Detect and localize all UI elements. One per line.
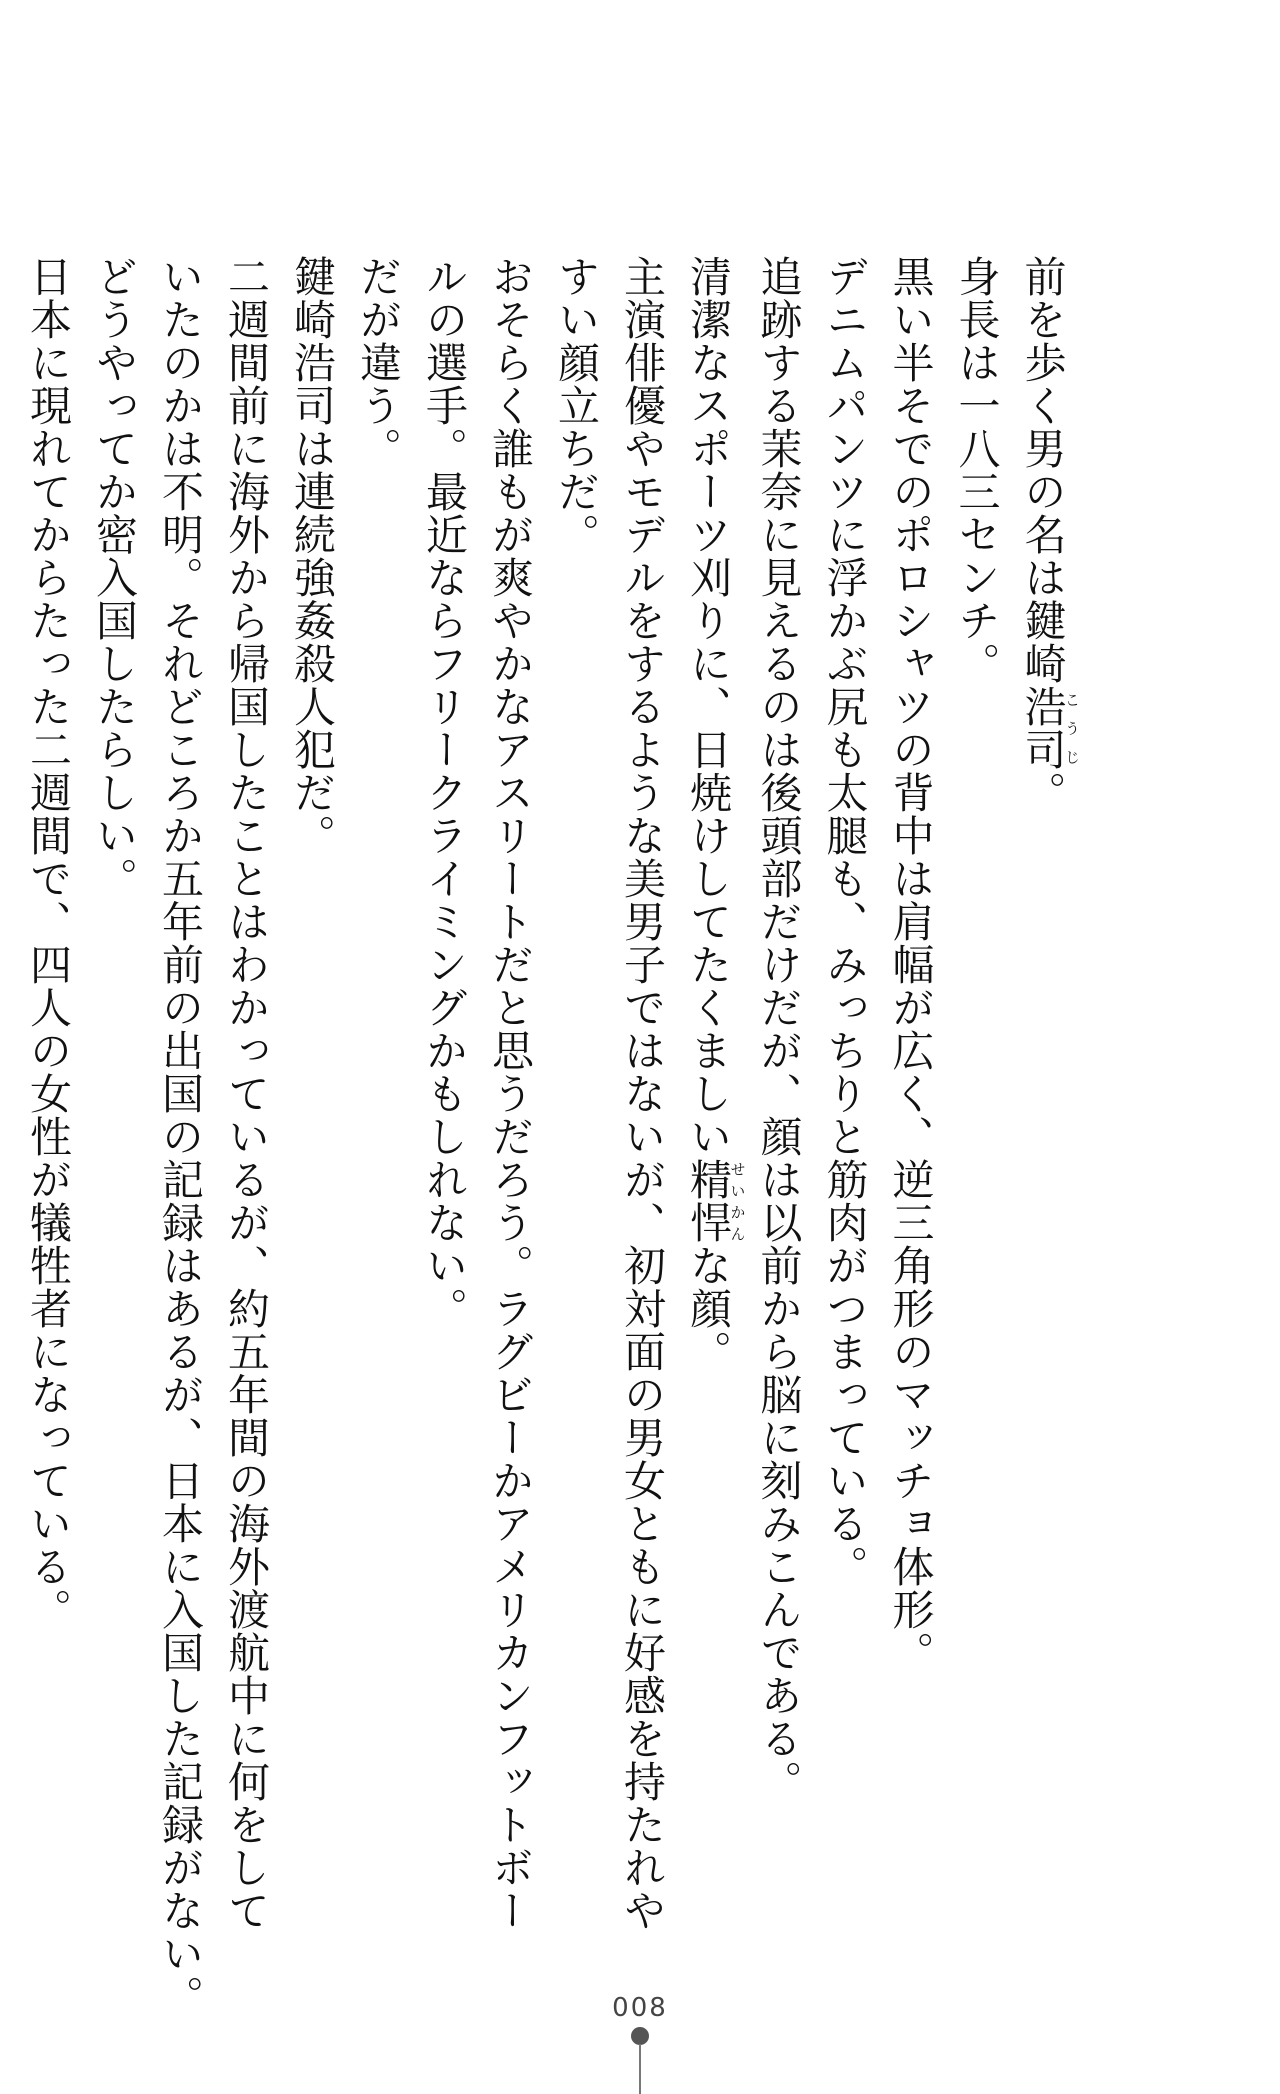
ruby-koji: [1018, 685, 1081, 771]
text-run: 前を歩く男の名は鍵崎: [1018, 255, 1068, 685]
paragraph-1: [1010, 255, 1081, 1905]
ruby-reading: せいかん: [728, 1158, 747, 1244]
paragraph-7-line-2: すい顔立ちだ。: [552, 255, 601, 556]
paragraph-9: だが違う。: [354, 255, 403, 470]
text-run: 清潔なスポーツ刈りに、日焼けしてたくましい: [684, 255, 733, 1158]
ruby-base: 浩司: [1018, 685, 1068, 771]
paragraph-3: 黒い半そでのポロシャツの背中は肩幅が広く、逆三角形のマッチョ体形。: [886, 255, 936, 1674]
paragraph-7-line-1: 主演俳優やモデルをするような美男子ではないが、初対面の男女ともに好感を持たれや: [618, 255, 667, 1932]
page-number: 008: [612, 1993, 668, 2023]
text-run: な顔。: [684, 1244, 733, 1373]
paragraph-12: どうやってか密入国したらしい。: [90, 255, 139, 900]
paragraph-8-line-2: ルの選手。最近ならフリークライミングかもしれない。: [420, 255, 469, 1330]
paragraph-6: [675, 255, 746, 1905]
paragraph-11-line-1: 二週間前に海外から帰国したことはわかっているが、約五年間の海外渡航中に何をして: [222, 255, 271, 1932]
ruby-base: 精悍: [684, 1158, 733, 1244]
paragraph-11-line-2: いたのかは不明。それどころか五年前の出国の記録はあるが、日本に入国した記録がない。: [156, 255, 205, 2018]
paragraph-2: 身長は一八三センチ。: [952, 255, 1002, 685]
ruby-reading: こうじ: [1063, 685, 1081, 771]
ruby-seikan: [684, 1158, 747, 1244]
paragraph-5: 追跡する茉奈に見えるのは後頭部だけだが、顔は以前から脳に刻みこんである。: [754, 255, 804, 1803]
paragraph-13: 日本に現れてからたった二週間で、四人の女性が犠牲者になっている。: [24, 255, 73, 1631]
paragraph-10: 鍵崎浩司は連続強姦殺人犯だ。: [288, 255, 337, 857]
text-run: 。: [1018, 771, 1068, 814]
paragraph-8-line-1: おそらく誰もが爽やかなアスリートだと思うだろう。ラグビーかアメリカンフットボー: [486, 255, 535, 1932]
paragraph-4: デニムパンツに浮かぶ尻も太腿も、みっちりと筋肉がつまっている。: [820, 255, 870, 1588]
page-marker-dot: [631, 2027, 649, 2045]
page-marker-line: [639, 2044, 641, 2094]
